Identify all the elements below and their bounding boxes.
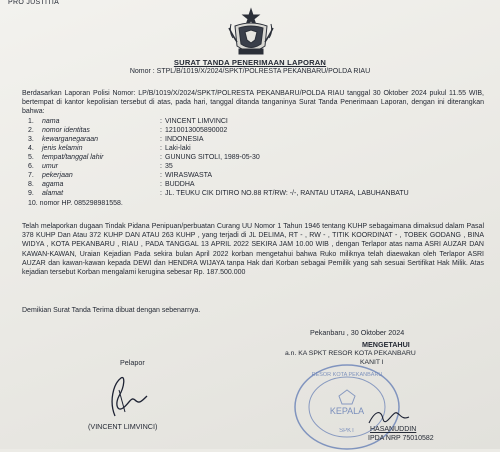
- stamp-top-text: RESOR KOTA PEKANBARU: [311, 372, 383, 378]
- row-number: 9.: [28, 190, 34, 197]
- row-label: jenis kelamin: [42, 145, 83, 152]
- closing-statement: Demikian Surat Tanda Terima dibuat dengan sebenarnya.: [22, 307, 201, 314]
- on-behalf-label: a.n. KA SPKT RESOR KOTA PEKANBARU: [285, 350, 416, 357]
- stamp-center-text: KEPALA: [329, 406, 365, 416]
- row-colon: :: [160, 154, 162, 161]
- document-number: Nomor : STPL/B/1019/X/2024/SPKT/POLRESTA PEKANBARU/POLDA RIAU: [129, 68, 371, 75]
- row-label: alamat: [42, 190, 64, 197]
- row-number: 5.: [28, 154, 34, 161]
- row-label: tempat/tanggal lahir: [42, 154, 104, 161]
- row-colon: :: [160, 181, 162, 188]
- row-colon: :: [160, 136, 162, 143]
- row-number: 6.: [28, 163, 34, 170]
- knowing-label: MENGETAHUI: [362, 340, 410, 349]
- police-emblem-icon: [225, 6, 277, 58]
- row-value: 1210013005890002: [165, 127, 228, 134]
- row-number: 4.: [28, 145, 34, 152]
- row-label: kewarganegaraan: [42, 136, 99, 143]
- row-number: 7.: [28, 172, 34, 179]
- row-value: WIRASWASTA: [165, 172, 213, 179]
- stamp-bottom-text: SPKT: [339, 428, 355, 434]
- row-number: 2.: [28, 127, 34, 134]
- reporter-label: Pelapor: [120, 358, 145, 367]
- row-label: nomor identitas: [42, 127, 90, 134]
- row-colon: :: [160, 145, 162, 152]
- row-value: VINCENT LIMVINCI: [165, 118, 228, 125]
- row-number: 1.: [28, 118, 34, 125]
- row-value: BUDDHA: [165, 181, 195, 188]
- place-date: Pekanbaru , 30 Oktober 2024: [310, 328, 405, 337]
- row-value: Laki-laki: [165, 145, 191, 152]
- document-title: SURAT TANDA PENERIMAAN LAPORAN: [173, 58, 327, 67]
- row-label: agama: [42, 181, 64, 188]
- row-label: nama: [42, 118, 60, 125]
- row-value: 35: [165, 163, 173, 170]
- row-colon: :: [160, 127, 162, 134]
- row-label: umur: [42, 163, 58, 170]
- row-colon: :: [160, 163, 162, 170]
- row-value: GUNUNG SITOLI, 1989-05-30: [165, 154, 260, 161]
- position-label: KANIT I: [360, 359, 384, 366]
- reporter-signature: [95, 372, 155, 422]
- row-colon: :: [160, 118, 162, 125]
- report-paragraph: Telah melaporkan dugaan Tindak Pidana Penipuan/perbuatan Curang UU Nomor 1 Tahun 1946 tentang KUHP sebagaimana dimaksud dalam Pasal 378 KUHP Dan Atau 372 KUHP DAN ATAU 263 KUHP , yang terjadi di JL DELIMA, RT - , RW - , TITIK KOORDINAT - , TOBEK GODANG , BINA WIDYA , KOTA PEKANBARU , RIAU , PADA TANGGAL 13 APRIL 2022 SEKIRA JAM 10.00 WIB , dengan Terlapor atas nama ASRI AUZAR DAN KAWAN-KAWAN, Uraian Kejadian Pada sekira bulan April 2022 korban mengetahui bahwa Ruko miliknya telah diaewakan oleh Terlapor ASRI AUZAR dan kawan-kawan kepada DEWI dan HENDRA WIJAYA tanpa Hak dari Korban sebagai Pemilik yang sah sesuai Sertifikat Hak Milik. Atas kejadian tersebut Korban mengalami kerugina sebesar Rp. 187.500.000: [22, 223, 484, 277]
- row-value: INDONESIA: [165, 136, 204, 143]
- row-number: 3.: [28, 136, 34, 143]
- row-number: 8.: [28, 181, 34, 188]
- row-value: JL. TEUKU CIK DITIRO NO.88 RT/RW: -/-, RANTAU UTARA, LABUHANBATU: [165, 190, 409, 197]
- row-label: pekerjaan: [42, 172, 73, 179]
- row-colon: :: [160, 172, 162, 179]
- row-colon: :: [160, 190, 162, 197]
- officer-nrp: IPDA NRP 75010582: [368, 435, 434, 442]
- phone-line: 10. nomor HP. 085298981558.: [28, 200, 123, 207]
- officer-name: HASANUDDIN: [370, 426, 417, 433]
- intro-paragraph: Berdasarkan Laporan Polisi Nomor: LP/B/1019/X/2024/SPKT/POLRESTA PEKANBARU/POLDA RIAU tanggal 30 Oktober 2024 pukul 11.55 WIB, bertempat di kantor kepolisian tersebut di atas, pada hari, tanggal ditanda tanganinya Surat Tanda Penerimaan Laporan, dengan ini diterangkan bahwa:: [22, 90, 484, 116]
- pro-justitia-header: PRO JUSTITIA: [8, 0, 60, 6]
- reporter-name: (VINCENT LIMVINCI): [88, 422, 158, 431]
